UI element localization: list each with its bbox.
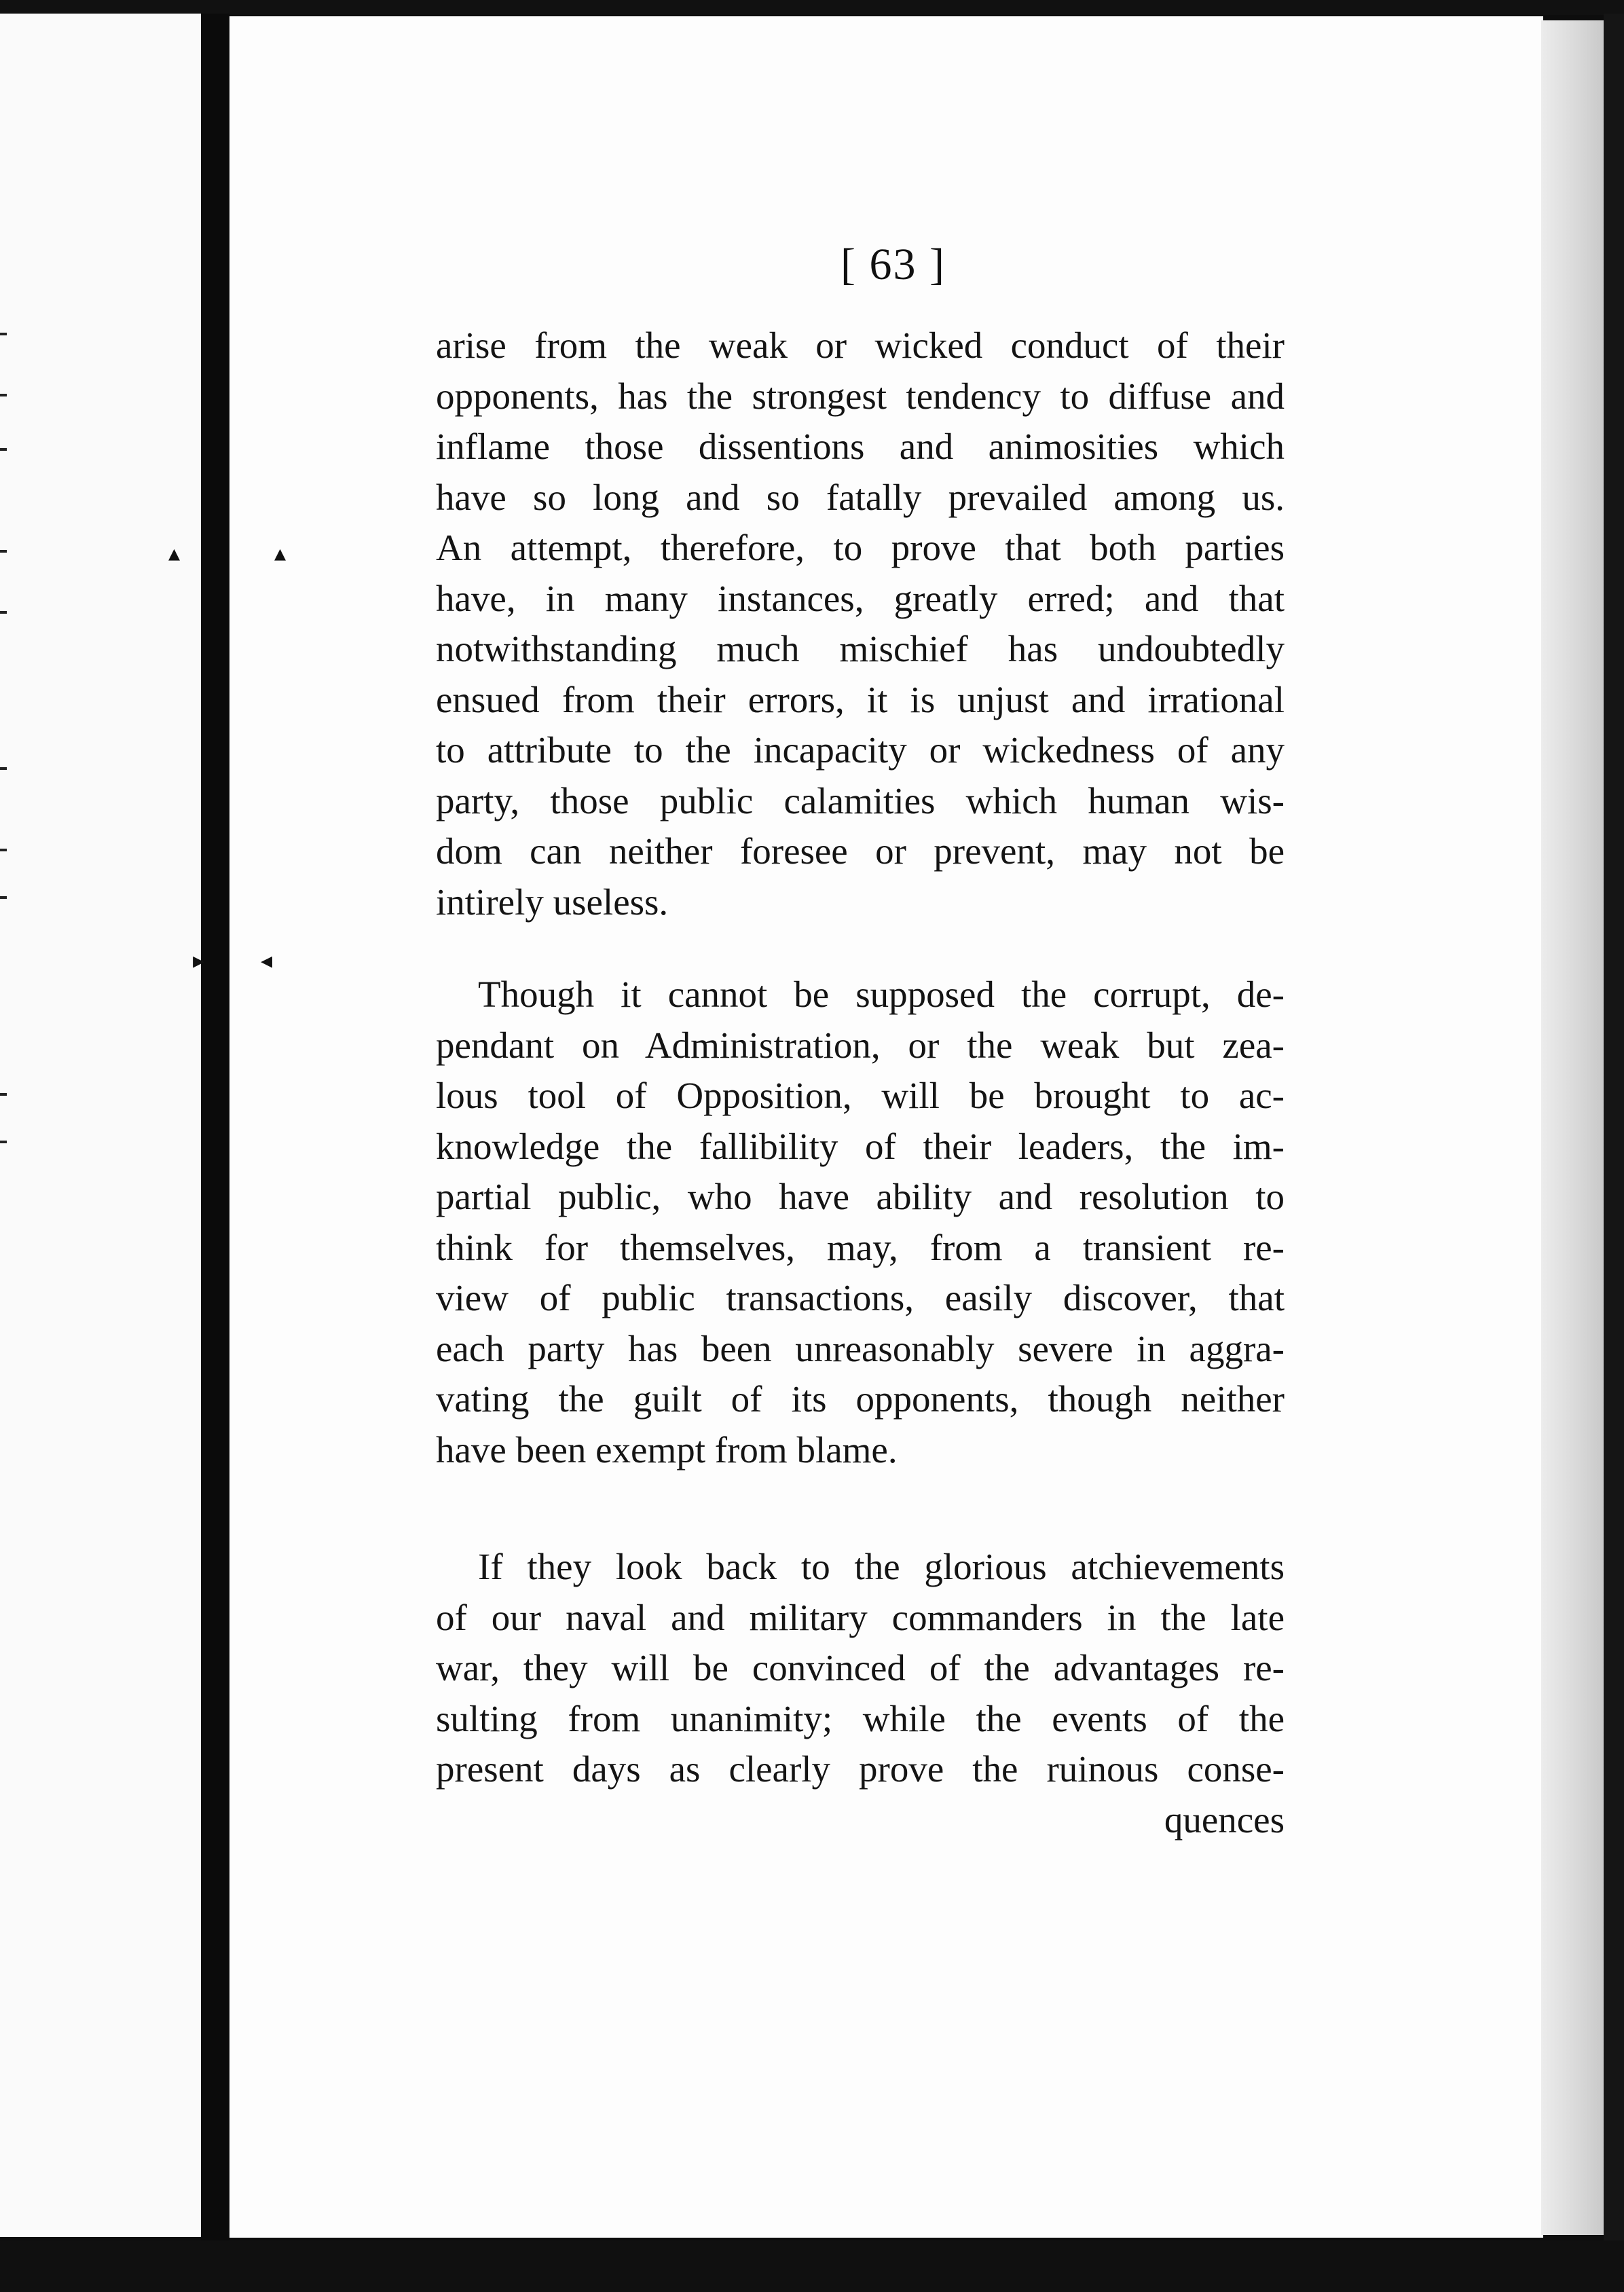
text-line: party, those public calamities which human wis- — [436, 779, 1285, 821]
paragraph-1 — [436, 320, 1285, 927]
text-line: opponents, has the strongest tendency to diffuse and — [436, 375, 1285, 417]
text-line: lous tool of Opposition, will be brought to ac- — [436, 1075, 1285, 1116]
catchword: quences — [1164, 1798, 1285, 1841]
text-line: have been exempt from blame. — [436, 1428, 898, 1471]
stray-mark-4: ◂ — [261, 948, 273, 974]
text-line: of our naval and military commanders in the late — [436, 1596, 1285, 1638]
stray-mark-3: ▸ — [193, 948, 205, 974]
scan-frame-right — [1604, 14, 1624, 2244]
text-line: knowledge the fallibility of their leaders, the im- — [436, 1125, 1285, 1167]
text-line: notwithstanding much mischief has undoubtedly — [436, 628, 1285, 669]
paragraph-3 — [436, 1542, 1285, 1795]
stray-mark-2: ▴ — [274, 541, 287, 566]
text-line: partial public, who have ability and resolution to — [436, 1176, 1285, 1217]
text-line: pendant on Administration, or the weak but zea- — [436, 1024, 1285, 1066]
text-line: each party has been unreasonably severe in aggra- — [436, 1327, 1285, 1369]
text-line: sulting from unanimity; while the events of the — [436, 1697, 1285, 1739]
text-line: intirely useless. — [436, 881, 669, 923]
text-line: view of public transactions, easily discover, that — [436, 1277, 1285, 1318]
text-line: If they look back to the glorious atchievements — [478, 1546, 1285, 1587]
text-line: have, in many instances, greatly erred; and that — [436, 577, 1285, 619]
facing-page-edge — [0, 14, 201, 2237]
book-page — [168, 16, 1543, 2238]
page-number: [ 63 ] — [841, 240, 946, 289]
text-line: war, they will be convinced of the advantages re- — [436, 1647, 1285, 1688]
text-line: ensued from their errors, it is unjust and irrational — [436, 678, 1285, 720]
text-line: arise from the weak or wicked conduct of their — [436, 325, 1285, 366]
text-line: vating the guilt of its opponents, though neither — [436, 1378, 1285, 1420]
text-line: An attempt, therefore, to prove that both parties — [436, 527, 1285, 568]
stray-mark-1: ▴ — [168, 541, 181, 566]
text-line: have so long and so fatally prevailed among us. — [436, 476, 1285, 518]
text-line: to attribute to the incapacity or wickedness of any — [436, 729, 1285, 771]
page-edge-shadow — [1541, 20, 1604, 2235]
body-text — [436, 320, 1285, 1845]
text-line: dom can neither foresee or prevent, may not be — [436, 830, 1285, 872]
book-gutter — [201, 14, 229, 2244]
scan-frame-top — [0, 0, 1624, 15]
text-line: Though it cannot be supposed the corrupt, de- — [478, 974, 1285, 1015]
text-line: inflame those dissentions and animosities which — [436, 426, 1285, 467]
scan-frame-bottom — [0, 2240, 1624, 2292]
text-line: think for themselves, may, from a transient re- — [436, 1226, 1285, 1268]
paragraph-2 — [436, 969, 1285, 1475]
text-line: present days as clearly prove the ruinous conse- — [436, 1748, 1285, 1790]
